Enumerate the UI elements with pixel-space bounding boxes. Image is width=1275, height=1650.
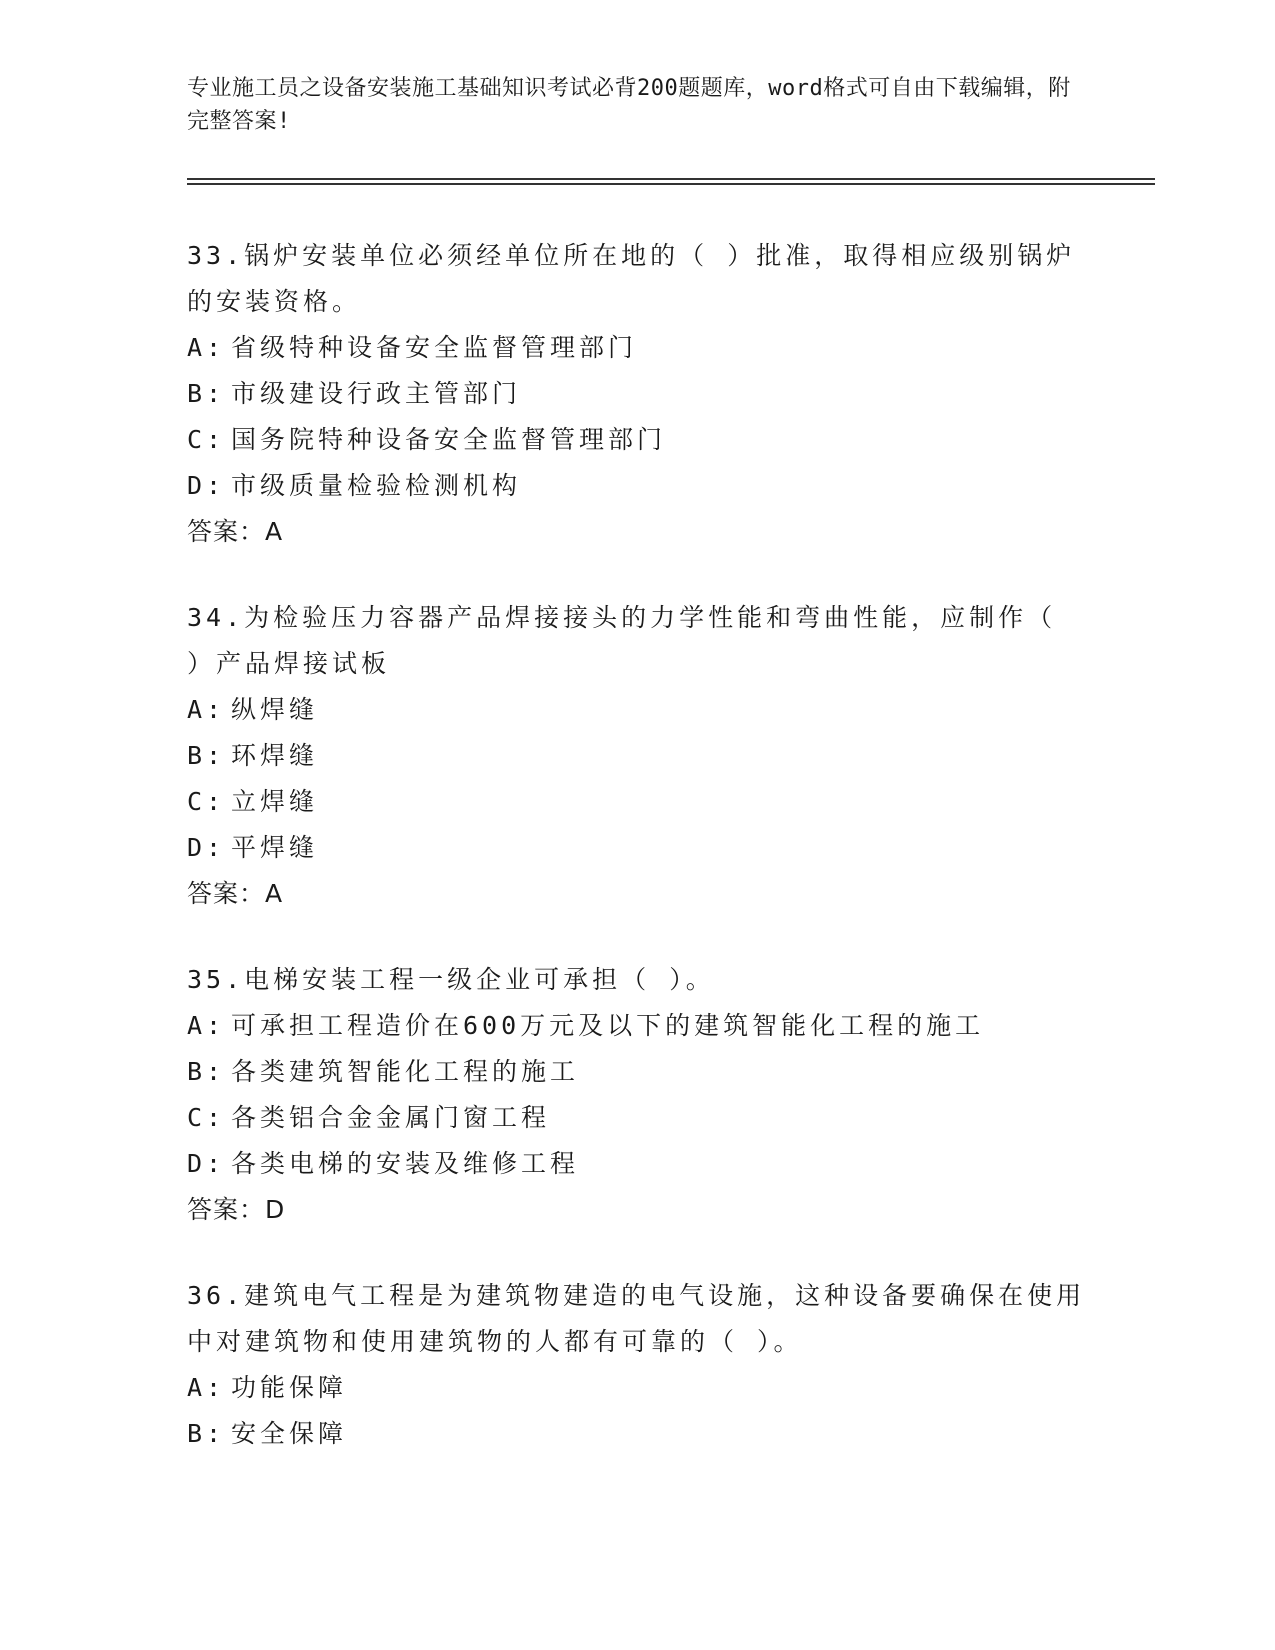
option-letter: D:	[187, 471, 226, 500]
option-letter: A:	[187, 333, 226, 362]
option-letter: B:	[187, 1057, 226, 1086]
question-list	[187, 233, 1087, 1497]
option-text: 纵焊缝	[231, 695, 319, 724]
answer-line	[187, 871, 1087, 917]
option-letter: D:	[187, 833, 226, 862]
option-text: 国务院特种设备安全监督管理部门	[231, 425, 667, 454]
option-letter: A:	[187, 695, 226, 724]
option-d	[187, 1141, 1087, 1187]
option-text: 各类铝合金金属门窗工程	[231, 1103, 551, 1132]
option-letter: C:	[187, 787, 226, 816]
option-text: 可承担工程造价在600万元及以下的建筑智能化工程的施工	[231, 1011, 985, 1040]
option-letter: B:	[187, 741, 226, 770]
question-stem: 33.锅炉安装单位必须经单位所在地的（ ）批准，取得相应级别锅炉的安装资格。	[187, 241, 1076, 316]
option-text: 市级质量检验检测机构	[231, 471, 522, 500]
answer-value: A	[265, 517, 284, 546]
answer-value: D	[265, 1195, 286, 1224]
option-letter: C:	[187, 1103, 226, 1132]
option-a	[187, 1003, 1087, 1049]
option-letter: B:	[187, 1419, 226, 1448]
option-letter: A:	[187, 1373, 226, 1402]
option-letter: D:	[187, 1149, 226, 1178]
option-text: 安全保障	[231, 1419, 348, 1448]
answer-label: 答案：	[187, 1195, 266, 1224]
question-stem: 34.为检验压力容器产品焊接接头的力学性能和弯曲性能，应制作（ ）产品焊接试板	[187, 603, 1057, 678]
option-text: 省级特种设备安全监督管理部门	[231, 333, 638, 362]
answer-line	[187, 1187, 1087, 1233]
question-stem: 35.电梯安装工程一级企业可承担（ ）。	[187, 965, 715, 994]
option-a	[187, 1365, 1087, 1411]
question-stem: 36.建筑电气工程是为建筑物建造的电气设施，这种设备要确保在使用中对建筑物和使用建筑物的人都有可靠的（ ）。	[187, 1281, 1086, 1356]
answer-line	[187, 509, 1087, 555]
answer-label: 答案：	[187, 517, 266, 546]
option-text: 平焊缝	[231, 833, 319, 862]
option-b	[187, 371, 1087, 417]
option-text: 立焊缝	[231, 787, 319, 816]
option-text: 各类建筑智能化工程的施工	[231, 1057, 580, 1086]
question-34	[187, 595, 1087, 917]
option-letter: A:	[187, 1011, 226, 1040]
document-header: 专业施工员之设备安装施工基础知识考试必背200题题库，word格式可自由下载编辑，附完整答案!	[187, 76, 1071, 134]
question-33	[187, 233, 1087, 555]
header-divider-bottom	[187, 183, 1155, 185]
option-text: 市级建设行政主管部门	[231, 379, 522, 408]
option-b	[187, 1049, 1087, 1095]
question-36	[187, 1273, 1087, 1457]
option-c	[187, 1095, 1087, 1141]
question-35	[187, 957, 1087, 1233]
option-text: 环焊缝	[231, 741, 319, 770]
option-d	[187, 463, 1087, 509]
option-b	[187, 1411, 1087, 1457]
header-divider-top	[187, 178, 1155, 180]
option-letter: B:	[187, 379, 226, 408]
option-c	[187, 417, 1087, 463]
option-d	[187, 825, 1087, 871]
option-a	[187, 325, 1087, 371]
option-text: 功能保障	[231, 1373, 348, 1402]
option-text: 各类电梯的安装及维修工程	[231, 1149, 580, 1178]
option-a	[187, 687, 1087, 733]
option-c	[187, 779, 1087, 825]
answer-value: A	[265, 879, 284, 908]
option-b	[187, 733, 1087, 779]
option-letter: C:	[187, 425, 226, 454]
answer-label: 答案：	[187, 879, 266, 908]
